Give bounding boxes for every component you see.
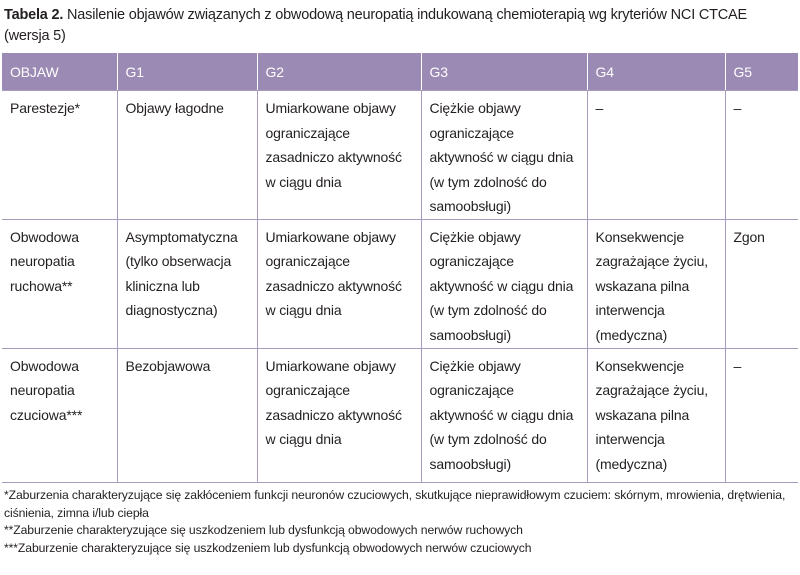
header-g3: G3 [421,53,587,91]
table-row-neuropatia-czuciowa [2,348,798,482]
cell-g2: Umiarkowane objawy ograniczające zasadniczo aktywność w ciągu dnia [257,348,421,482]
cell-g2: Umiarkowane objawy ograniczające zasadniczo aktywność w ciągu dnia [257,219,421,348]
cell-g3: Ciężkie objawy ograniczające aktywność w ciągu dnia (w tym zdolność do samoobsługi) [421,219,587,348]
cell-g5: – [725,91,798,220]
table-row-parestezje [2,91,798,220]
header-g4: G4 [587,53,725,91]
cell-g4: – [587,91,725,220]
cell-g4: Konsekwencje zagrażające życiu, wskazana pilna interwencja (medyczna) [587,348,725,482]
cell-g1: Objawy łagodne [117,91,257,220]
footnote-1: *Zaburzenia charakteryzujące się zakłóceniem funkcji neuronów czuciowych, skutkujące nieprawidłowym czuciem: skórnym, mrowienia, drętwienia, ciśnienia, zimna i/lub ciepła [4,488,786,520]
table-caption [4,5,794,47]
table-caption-label: Tabela 2. [4,7,64,23]
cell-g5: Zgon [725,219,798,348]
cell-g2: Umiarkowane objawy ograniczające zasadniczo aktywność w ciągu dnia [257,91,421,220]
cell-g1: Asymptomatyczna (tylko obserwacja kliniczna lub diagnostyczna) [117,219,257,348]
cell-g4: Konsekwencje zagrażające życiu, wskazana pilna interwencja (medyczna) [587,219,725,348]
footnote-3: ***Zaburzenie charakteryzujące się uszkodzeniem lub dysfunkcją obwodowych nerwów czuciowych [4,540,532,555]
ctcae-grading-table [2,53,798,483]
cell-objaw: Obwodowa neuropatia czuciowa*** [2,348,117,482]
table-caption-text: Nasilenie objawów związanych z obwodową neuropatią indukowaną chemioterapią wg kryteriów NCI CTCAE (wersja 5) [4,7,747,44]
table-header-row [2,53,798,91]
cell-objaw: Parestezje* [2,91,117,220]
cell-g5: – [725,348,798,482]
cell-objaw: Obwodowa neuropatia ruchowa** [2,219,117,348]
cell-g3: Ciężkie objawy ograniczające aktywność w ciągu dnia (w tym zdolność do samoobsługi) [421,348,587,482]
header-g1: G1 [117,53,257,91]
footnotes [4,487,800,557]
footnote-2: **Zaburzenie charakteryzujące się uszkodzeniem lub dysfunkcją obwodowych nerwów ruchowych [4,523,523,537]
cell-g1: Bezobjawowa [117,348,257,482]
cell-g3: Ciężkie objawy ograniczające aktywność w ciągu dnia (w tym zdolność do samoobsługi) [421,91,587,220]
header-g2: G2 [257,53,421,91]
table-row-neuropatia-ruchowa [2,219,798,348]
header-objaw: OBJAW [2,53,117,91]
header-g5: G5 [725,53,798,91]
